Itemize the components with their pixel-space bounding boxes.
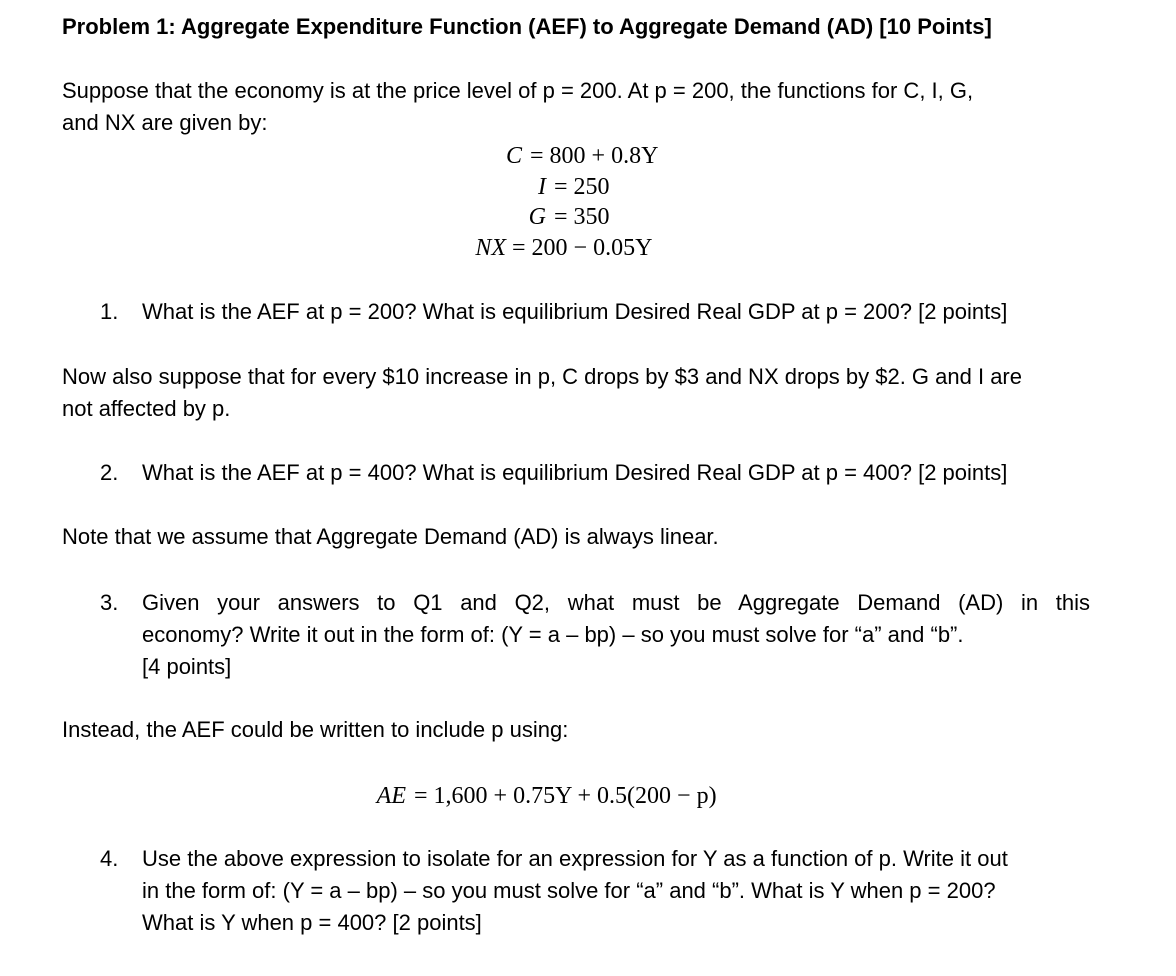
- question-text-line-1: Use the above expression to isolate for an expression for Y as a function of p. Write it out: [142, 846, 1008, 871]
- question-text-line-2: in the form of: (Y = a – bp) – so you must solve for “a” and “b”. What is Y when p = 200?: [142, 878, 996, 903]
- equation-lhs: I: [538, 174, 546, 200]
- instead-text: Instead, the AEF could be written to include p using:: [62, 717, 569, 742]
- question-text: [142, 587, 1092, 683]
- equation-lhs: AE: [376, 783, 406, 809]
- para2-line-1: Now also suppose that for every $10 increase in p, C drops by $3 and NX drops by $2. G and I are: [62, 364, 1022, 389]
- problem-title: Problem 1: Aggregate Expenditure Function (AEF) to Aggregate Demand (AD) [10 Points]: [62, 14, 992, 39]
- equation-lhs: NX: [475, 235, 506, 261]
- question-number: 4.: [100, 846, 119, 871]
- question-number: 3.: [100, 590, 119, 615]
- equation-rhs: = 350: [554, 204, 610, 230]
- question-number: 1.: [100, 299, 119, 324]
- equation-rhs: = 250: [554, 174, 610, 200]
- question-text: What is the AEF at p = 400? What is equilibrium Desired Real GDP at p = 400? [2 points]: [142, 460, 1008, 485]
- question-text-line-3: What is Y when p = 400? [2 points]: [142, 910, 482, 935]
- intro-line-2: and NX are given by:: [62, 110, 268, 135]
- note-text: Note that we assume that Aggregate Demand (AD) is always linear.: [62, 524, 719, 549]
- equation-rhs: = 800 + 0.8Y: [530, 143, 659, 169]
- para2-line-2: not affected by p.: [62, 396, 231, 421]
- equation-lhs: C: [505, 143, 522, 169]
- question-text: [142, 843, 1092, 939]
- question-text-line-3: [4 points]: [142, 654, 232, 679]
- question-number: 2.: [100, 460, 119, 485]
- question-text: What is the AEF at p = 200? What is equilibrium Desired Real GDP at p = 200? [2 points]: [142, 299, 1008, 324]
- equation-rhs: = 1,600 + 0.75Y + 0.5(200 − p): [414, 783, 717, 809]
- intro-line-1: Suppose that the economy is at the price level of p = 200. At p = 200, the functions for C, I, G,: [62, 78, 974, 103]
- equation-rhs: = 200 − 0.05Y: [512, 235, 653, 261]
- question-text-line-2: economy? Write it out in the form of: (Y = a – bp) – so you must solve for “a” and “b”.: [142, 622, 964, 647]
- equation-lhs: G: [528, 204, 546, 230]
- question-text-line-1: Given your answers to Q1 and Q2, what must be Aggregate Demand (AD) in this: [142, 590, 1090, 615]
